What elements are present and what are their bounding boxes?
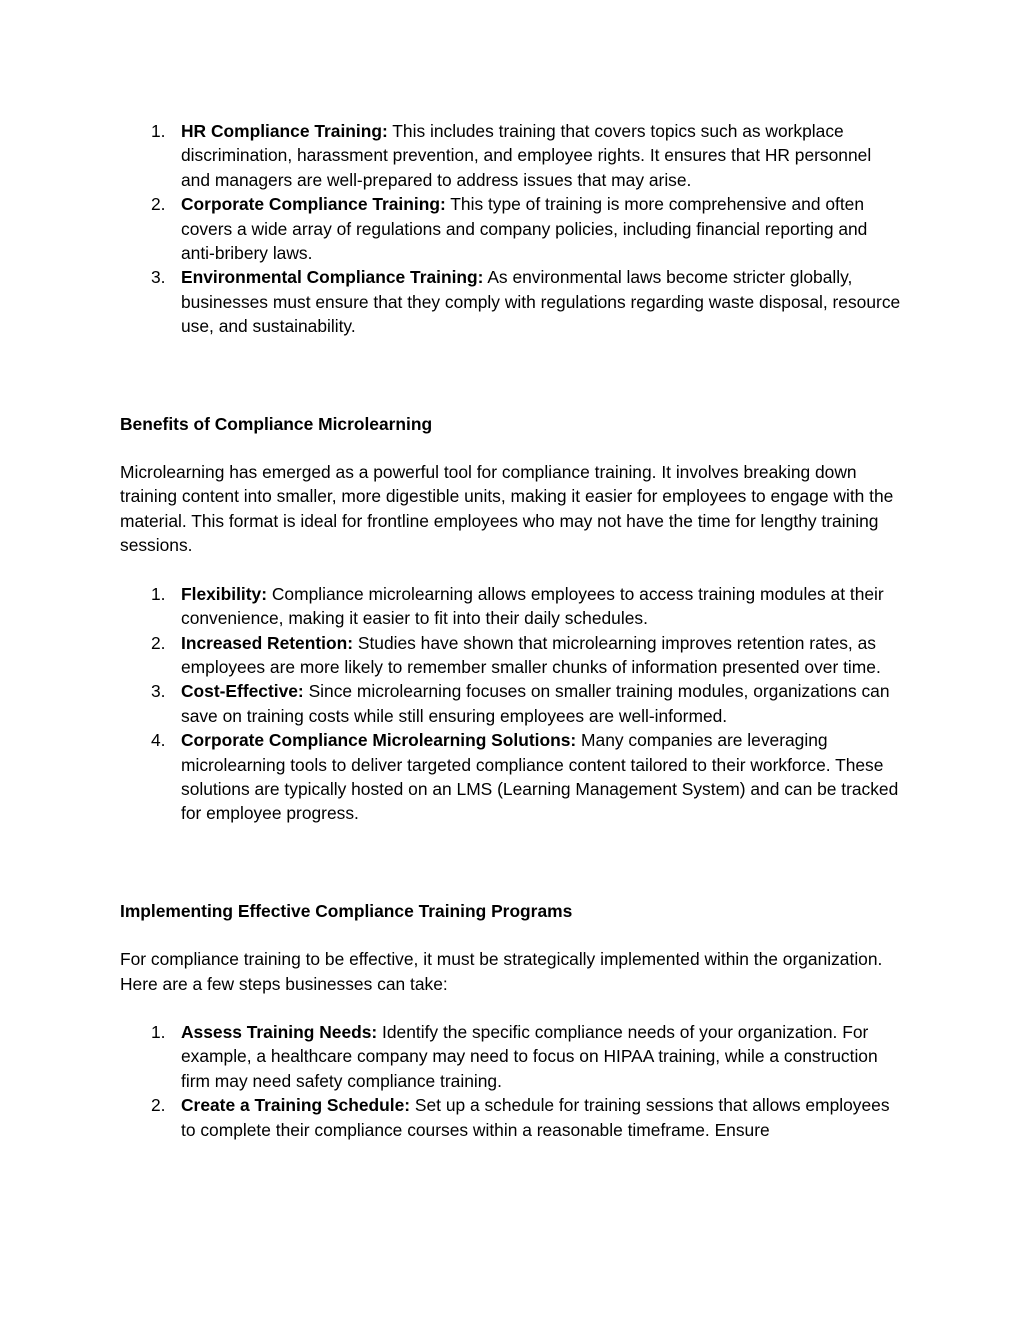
list-term: HR Compliance Training: — [181, 121, 388, 141]
list-item — [120, 582, 905, 631]
list-text: This includes training that covers topics such as workplace discrimination, harassment prevention, and employee rights. It ensures that HR personnel and managers are well-prepared to address issues that may arise. — [181, 121, 872, 190]
list-item — [120, 679, 905, 728]
list-term: Cost-Effective: — [181, 681, 304, 702]
list-text: Compliance microlearning allows employees to access training modules at their convenience, making it easier to fit into their daily schedules. — [181, 583, 884, 629]
list-term: Corporate Compliance Training: — [181, 194, 446, 215]
list-term: Increased Retention: — [181, 632, 354, 653]
list-text: Since microlearning focuses on smaller training modules, organizations can save on training costs while still ensuring employees are well-informed. — [181, 681, 890, 726]
list-item — [120, 119, 905, 192]
list-number: 4. — [151, 730, 166, 751]
list-number: 2. — [151, 632, 166, 653]
list-term: Flexibility: — [181, 583, 268, 604]
list-number: 2. — [151, 1095, 166, 1116]
list-text: This type of training is more comprehensive and often covers a wide array of regulations and company policies, including financial reporting and anti-bribery laws. — [181, 194, 868, 264]
list-text: As environmental laws become stricter globally, businesses must ensure that they comply with regulations regarding waste disposal, resource use, and sustainability. — [181, 267, 901, 337]
list-item — [120, 728, 905, 826]
list-item — [120, 1020, 905, 1093]
list-number: 2. — [151, 194, 166, 215]
section-intro-benefits: Microlearning has emerged as a powerful tool for compliance training. It involves breaking down training content into smaller, more digestible units, making it easier for employees to engage with the material. This format is ideal for frontline employees who may not have the time for lengthy training sessions. — [120, 462, 894, 556]
list-number: 1. — [151, 1021, 166, 1042]
benefits-list — [120, 582, 905, 826]
list-term: Assess Training Needs: — [181, 1021, 378, 1042]
list-number: 1. — [151, 583, 166, 604]
list-term: Environmental Compliance Training: — [181, 267, 484, 288]
list-text: Identify the specific compliance needs of your organization. For example, a healthcare company may need to focus on HIPAA training, while a construction firm may need safety compliance training. — [181, 1021, 878, 1091]
compliance-types-list — [120, 119, 905, 339]
list-number: 1. — [151, 121, 166, 141]
list-text: Many companies are leveraging microlearning tools to deliver targeted compliance content tailored to their workforce. These solutions are typically hosted on an LMS (Learning Management System) and can be tracked for employee progress. — [181, 730, 899, 824]
list-term: Corporate Compliance Microlearning Solutions: — [181, 730, 577, 751]
list-text: Studies have shown that microlearning improves retention rates, as employees are more likely to remember smaller chunks of information presented over time. — [181, 632, 881, 677]
document-body — [120, 119, 905, 1142]
section-heading-implementing: Implementing Effective Compliance Training Programs — [120, 900, 573, 921]
list-number: 3. — [151, 681, 166, 702]
section-intro-implementing: For compliance training to be effective, it must be strategically implemented within the organization. Here are a few steps businesses can take: — [120, 949, 883, 994]
list-item — [120, 192, 905, 265]
list-text: Set up a schedule for training sessions that allows employees to complete their compliance courses within a reasonable timeframe. Ensure — [181, 1095, 890, 1140]
implementing-steps-list — [120, 1020, 905, 1142]
list-item — [120, 631, 905, 680]
list-term: Create a Training Schedule: — [181, 1095, 411, 1116]
list-number: 3. — [151, 267, 166, 288]
list-item — [120, 1093, 905, 1142]
list-item — [120, 265, 905, 338]
section-heading-benefits: Benefits of Compliance Microlearning — [120, 413, 433, 434]
